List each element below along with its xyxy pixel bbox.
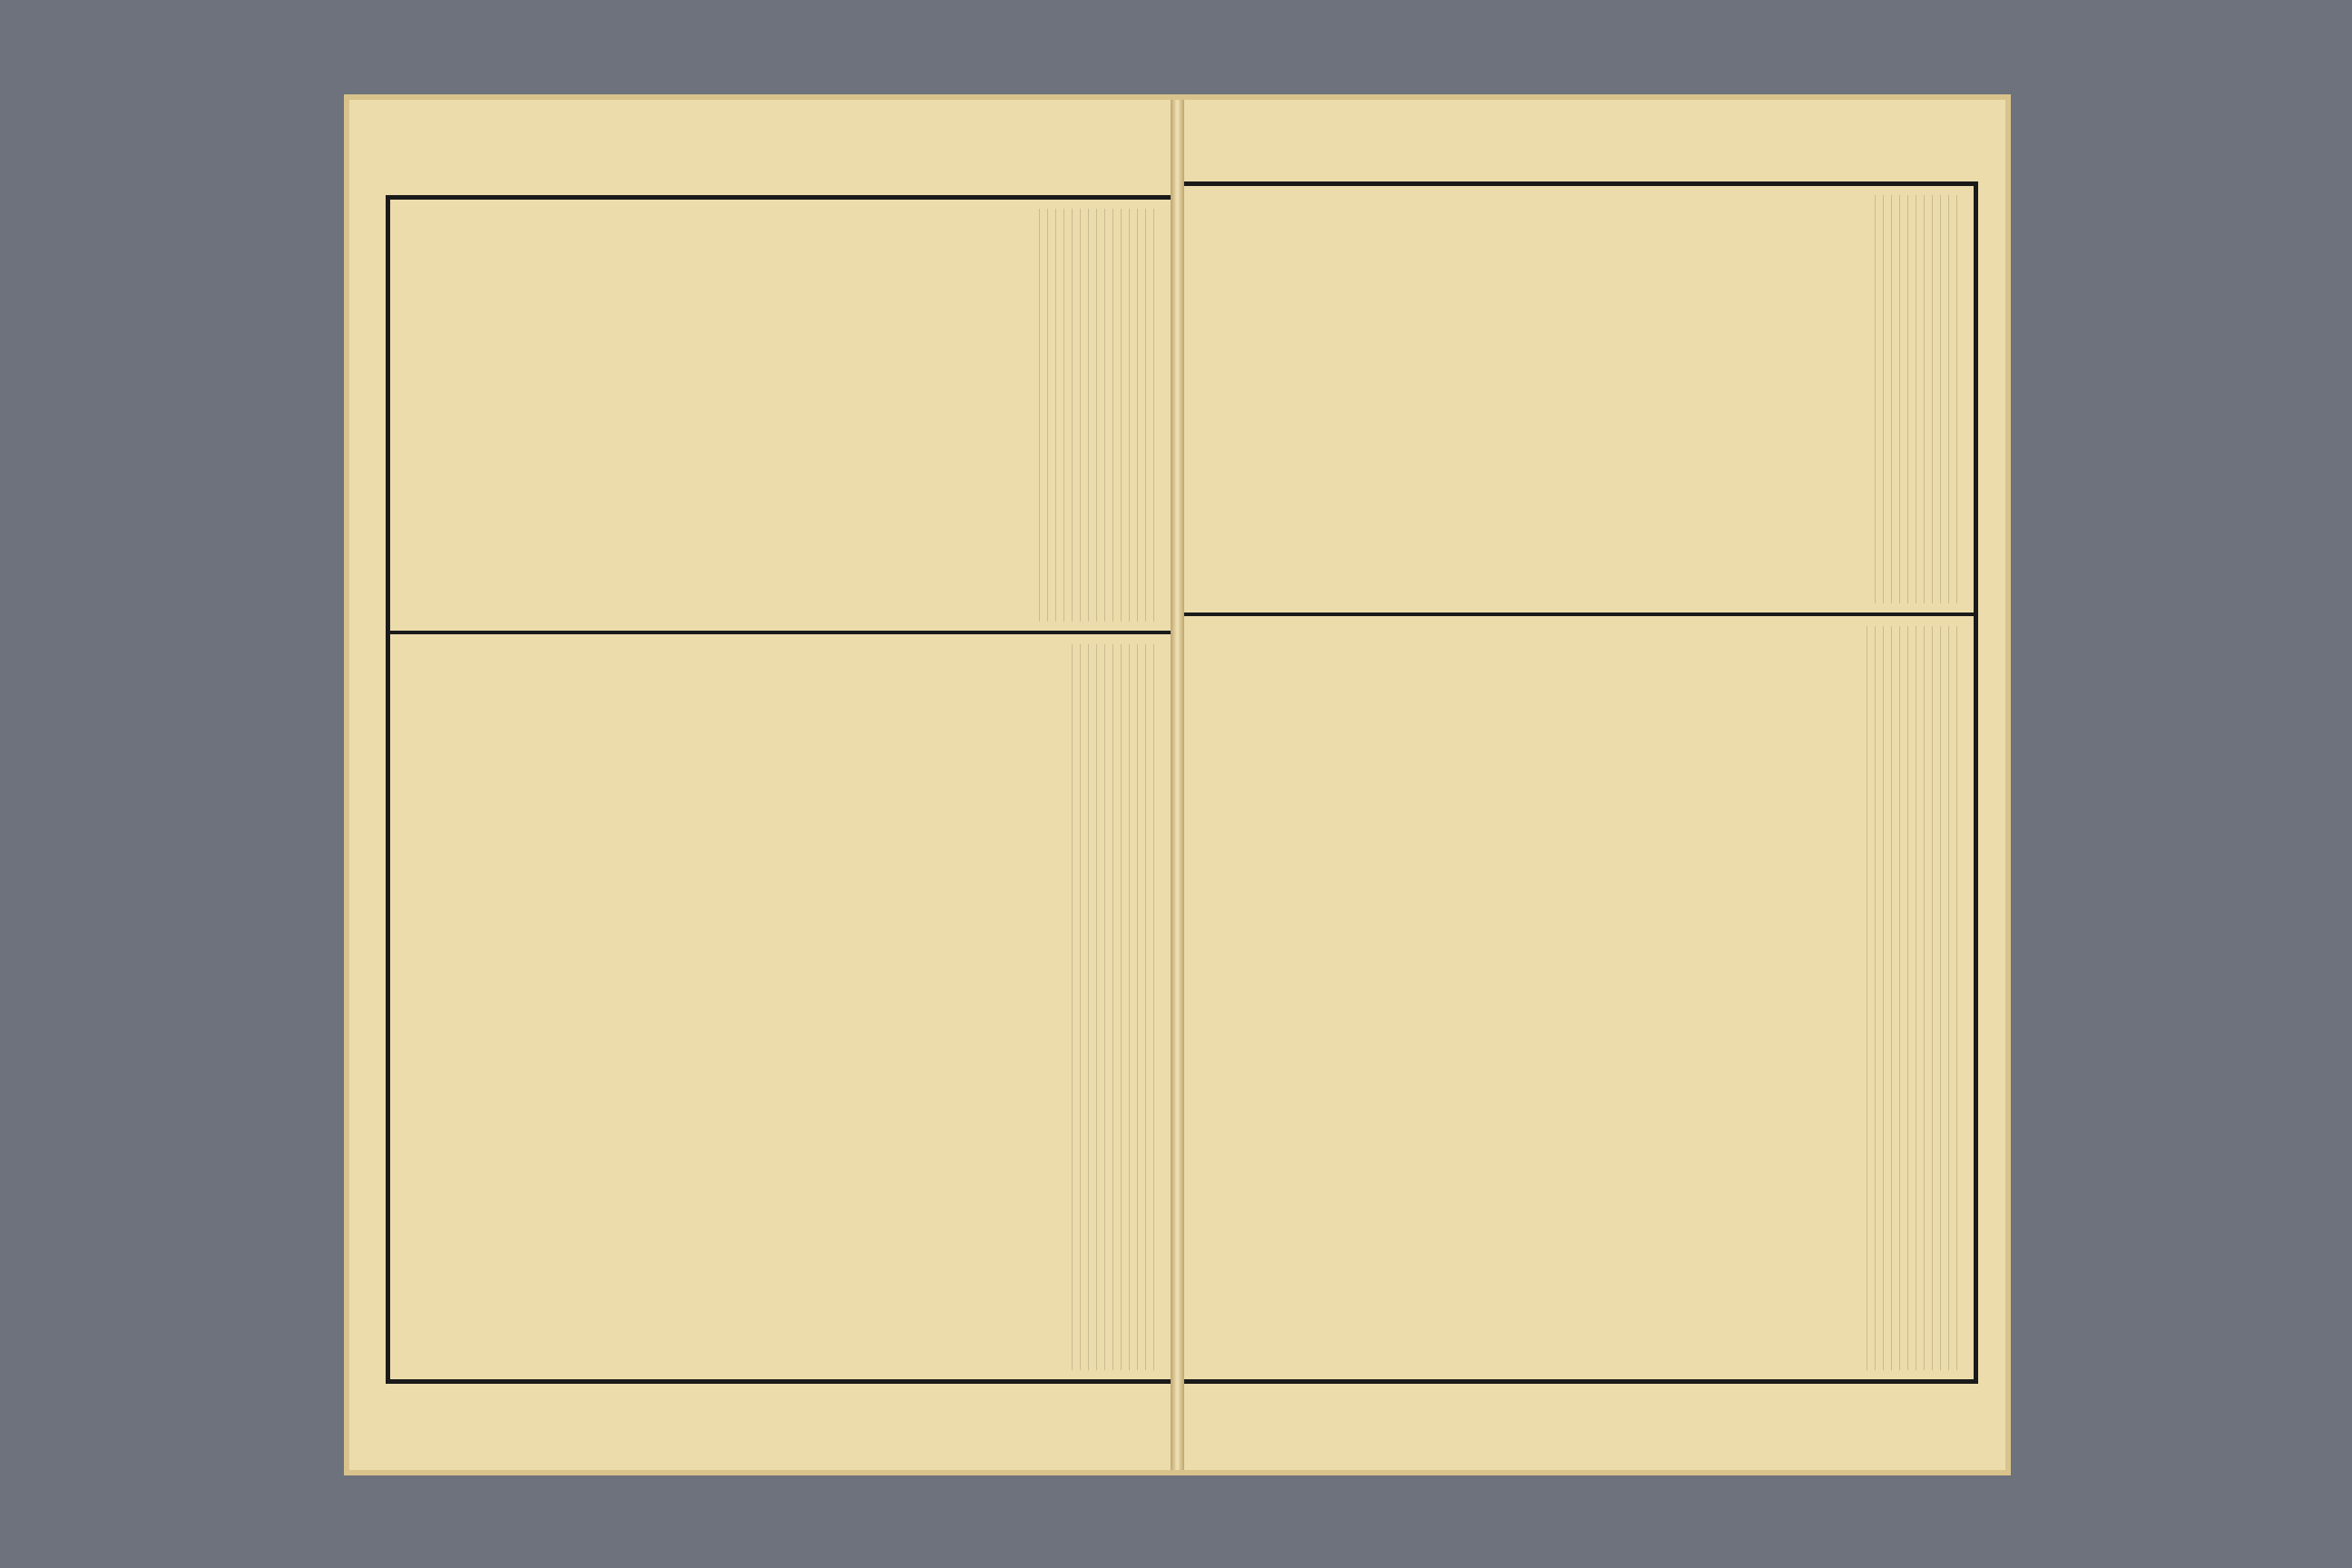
- commentary-column: [1096, 209, 1104, 622]
- commentary-column: [1121, 209, 1129, 622]
- left-divider-line: [390, 631, 1171, 634]
- commentary-column: [1875, 195, 1883, 603]
- main-column: [1907, 626, 1916, 1370]
- commentary-column: [1063, 209, 1072, 622]
- main-column: [1916, 626, 1924, 1370]
- main-column: [1080, 644, 1088, 1370]
- left-page-frame: [386, 195, 1171, 1384]
- main-column: [1875, 626, 1883, 1370]
- commentary-column: [1088, 209, 1096, 622]
- commentary-column: [1940, 195, 1948, 603]
- commentary-column: [1047, 209, 1055, 622]
- right-page-frame: [1184, 181, 1978, 1384]
- right-divider-line: [1184, 612, 1974, 616]
- main-column: [1932, 626, 1940, 1370]
- right-page: [1184, 100, 2005, 1470]
- main-column: [1121, 644, 1129, 1370]
- commentary-column: [1072, 209, 1080, 622]
- commentary-column: [1932, 195, 1940, 603]
- commentary-column: [1924, 195, 1932, 603]
- main-column: [1145, 644, 1153, 1370]
- main-column: [1096, 644, 1104, 1370]
- commentary-column: [1080, 209, 1088, 622]
- main-column: [1956, 626, 1965, 1370]
- main-column: [1883, 626, 1891, 1370]
- main-column: [1899, 626, 1907, 1370]
- commentary-column: [1956, 195, 1965, 603]
- main-column: [1137, 644, 1145, 1370]
- commentary-column: [1129, 209, 1137, 622]
- main-column: [1940, 626, 1948, 1370]
- main-column: [1112, 644, 1121, 1370]
- commentary-column: [1055, 209, 1063, 622]
- commentary-column: [1916, 195, 1924, 603]
- right-commentary-panel: [1193, 195, 1965, 603]
- commentary-column: [1907, 195, 1916, 603]
- open-book: [349, 100, 2005, 1470]
- left-main-text: [399, 644, 1161, 1370]
- commentary-column: [1883, 195, 1891, 603]
- book-gutter: [1171, 100, 1184, 1470]
- main-column: [1891, 626, 1899, 1370]
- commentary-column: [1948, 195, 1956, 603]
- commentary-column: [1039, 209, 1047, 622]
- commentary-column: [1891, 195, 1899, 603]
- main-column: [1153, 644, 1161, 1370]
- main-column: [1924, 626, 1932, 1370]
- commentary-column: [1112, 209, 1121, 622]
- commentary-column: [1153, 209, 1161, 622]
- commentary-column: [1104, 209, 1112, 622]
- commentary-column: [1145, 209, 1153, 622]
- left-page: [349, 100, 1171, 1470]
- main-column: [1867, 626, 1875, 1370]
- commentary-column: [1137, 209, 1145, 622]
- left-commentary-panel: [399, 209, 1161, 622]
- main-column: [1104, 644, 1112, 1370]
- main-column: [1072, 644, 1080, 1370]
- right-main-text: [1193, 626, 1965, 1370]
- main-column: [1948, 626, 1956, 1370]
- main-column: [1088, 644, 1096, 1370]
- main-column: [1129, 644, 1137, 1370]
- commentary-column: [1899, 195, 1907, 603]
